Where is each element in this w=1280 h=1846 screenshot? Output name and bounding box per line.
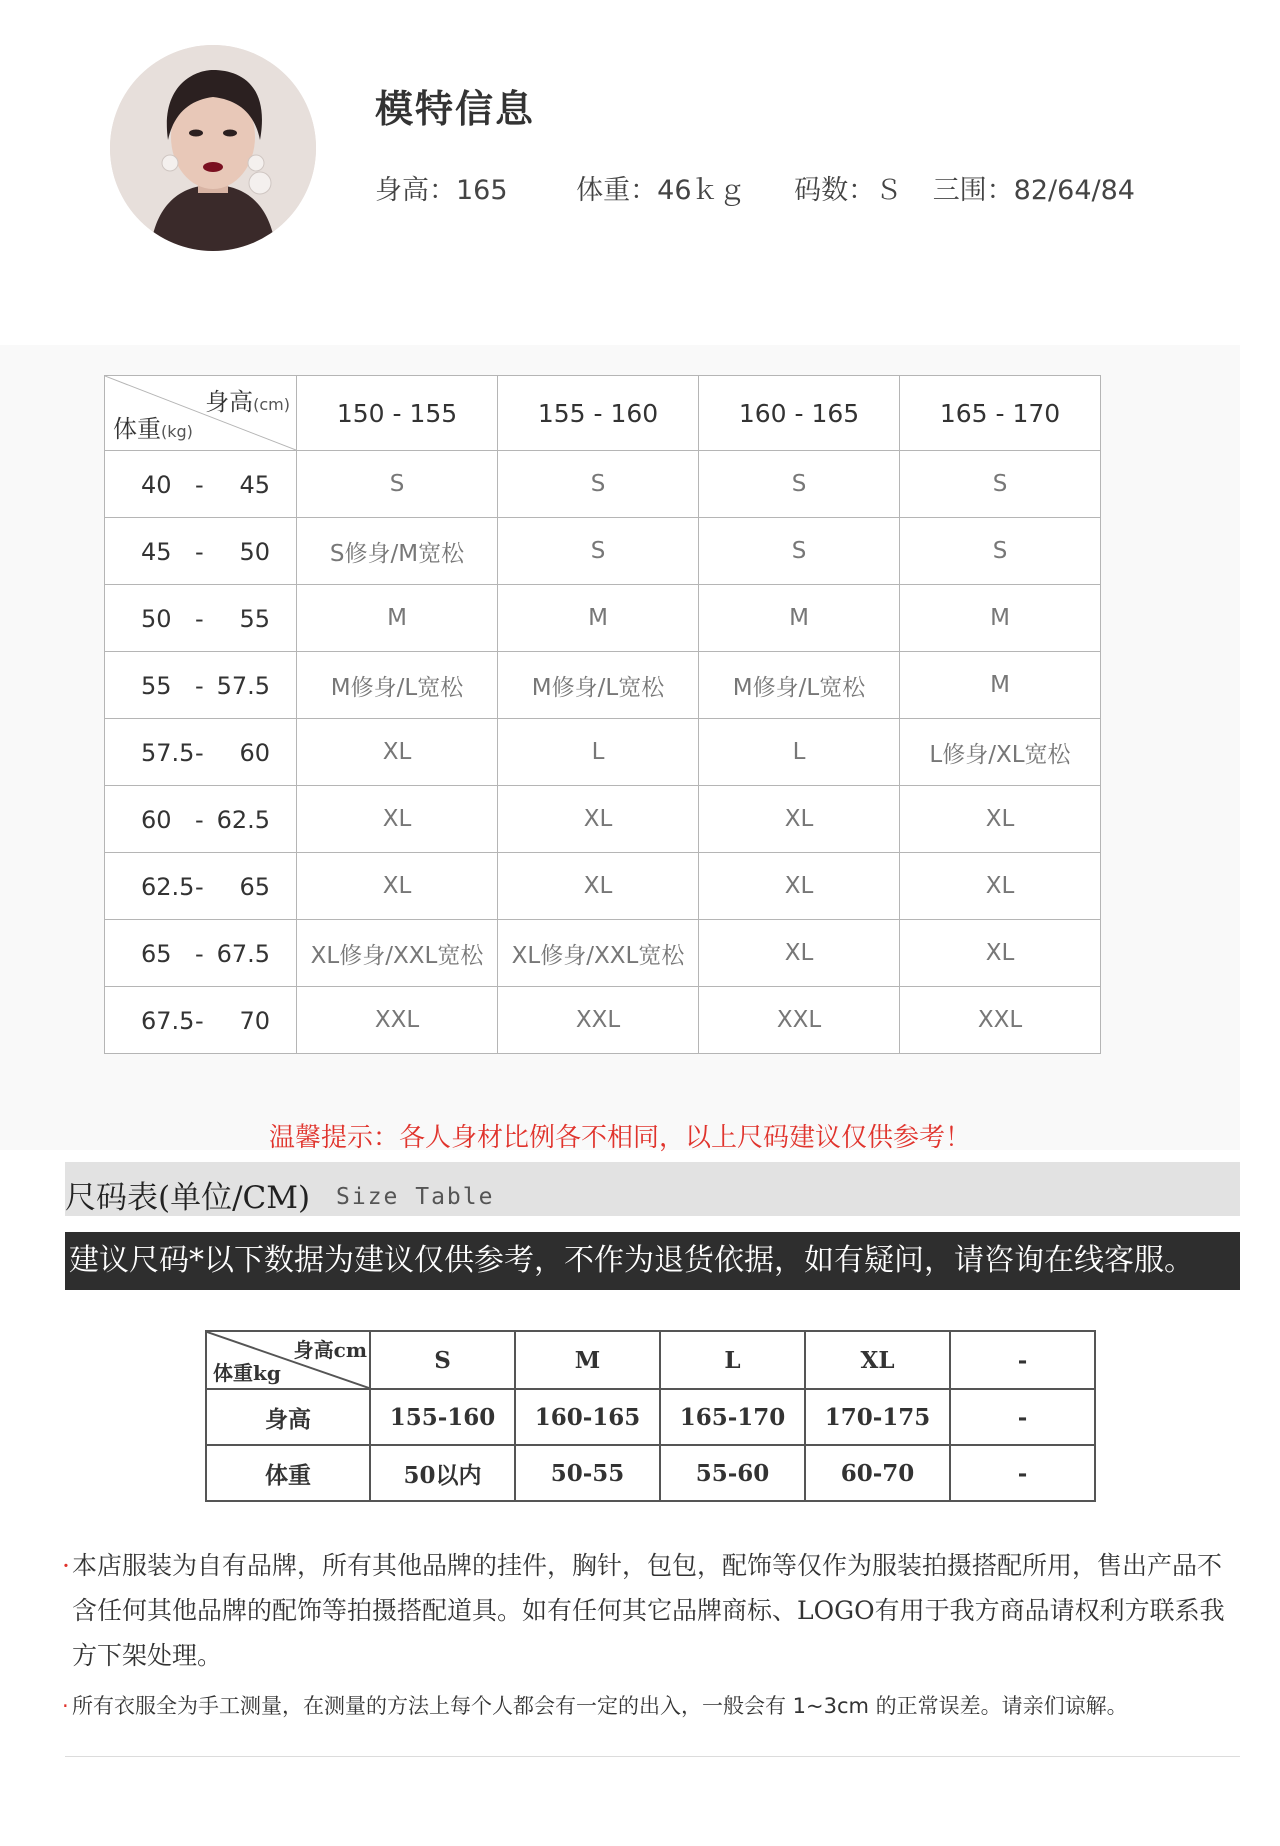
corner-height-label: 身高(cm) [205, 388, 290, 416]
size-column-header: XL [805, 1331, 950, 1389]
size-column-header: L [660, 1331, 805, 1389]
table-row [105, 719, 1101, 786]
model-size: 码数：Ｓ [794, 175, 903, 206]
size-cell: XL [498, 786, 699, 853]
weight-range-cell: 62.5 - 65 [105, 853, 297, 920]
table-row [105, 451, 1101, 518]
height-range-header: 155 - 160 [498, 376, 699, 451]
size-cell: XL修身/XXL宽松 [297, 920, 498, 987]
size-cell: XXL [297, 987, 498, 1054]
size-cell: XL [699, 853, 900, 920]
size-cell: S [498, 518, 699, 585]
weight-range-cell: 55 - 57.5 [105, 652, 297, 719]
size-cell: M [699, 585, 900, 652]
table-cell: 55-60 [660, 1445, 805, 1501]
table-row [105, 518, 1101, 585]
measurement-note [62, 1684, 1237, 1729]
model-portrait [110, 45, 316, 251]
weight-range-cell: 57.5 - 60 [105, 719, 297, 786]
size-cell: S [900, 451, 1101, 518]
weight-range-cell: 50 - 55 [105, 585, 297, 652]
size-cell: XXL [900, 987, 1101, 1054]
model-avatar [110, 45, 316, 251]
size-cell: XXL [699, 987, 900, 1054]
table-row [105, 786, 1101, 853]
table-cell: 155-160 [370, 1389, 515, 1445]
size-recommendation-table [104, 375, 1101, 1054]
model-weight: 体重：46ｋｇ [576, 175, 746, 206]
size-cell: XL [297, 853, 498, 920]
warm-tip: 温馨提示：各人身材比例各不相同，以上尺码建议仅供参考！ [268, 1123, 971, 1153]
table-cell: - [950, 1389, 1095, 1445]
model-measurements: 三围：82/64/84 [932, 175, 1135, 206]
table-row [206, 1389, 1095, 1445]
size-table-subtitle: Size Table [336, 1184, 495, 1210]
table-corner-cell [105, 376, 297, 451]
size-table [205, 1330, 1096, 1502]
table-cell: 50-55 [515, 1445, 660, 1501]
size-cell: M修身/L宽松 [297, 652, 498, 719]
size-column-header: M [515, 1331, 660, 1389]
corner-weight-label: 体重(kg) [113, 415, 193, 443]
weight-range-cell: 67.5 - 70 [105, 987, 297, 1054]
row-label: 体重 [206, 1445, 370, 1501]
size-cell: XL [900, 786, 1101, 853]
note-bullet: · [62, 1551, 70, 1580]
size-cell: S [900, 518, 1101, 585]
size-cell: S [699, 451, 900, 518]
height-range-header: 165 - 170 [900, 376, 1101, 451]
brand-disclaimer-note [62, 1543, 1237, 1678]
size-cell: XL [900, 920, 1101, 987]
size-cell: XL [699, 920, 900, 987]
note-text: 本店服装为自有品牌，所有其他品牌的挂件，胸针，包包，配饰等仅作为服装拍摄搭配所用，售出产品不含任何其他品牌的配饰等拍摄搭配道具。如有任何其它品牌商标、LOGO有用于我方商品请权利方联系我方下架处理。 [72, 1551, 1225, 1670]
size-notice-bar [65, 1232, 1240, 1290]
table-row [206, 1445, 1095, 1501]
size-cell: XL [900, 853, 1101, 920]
table-cell: 165-170 [660, 1389, 805, 1445]
model-info-title: 模特信息 [375, 87, 536, 131]
table-row [105, 585, 1101, 652]
size-cell: XL [498, 853, 699, 920]
size-cell: L [498, 719, 699, 786]
size-cell: M修身/L宽松 [699, 652, 900, 719]
note-text: 所有衣服全为手工测量，在测量的方法上每个人都会有一定的出入，一般会有 1~3cm 的正常误差。请亲们谅解。 [72, 1694, 1128, 1718]
corner-weight-label: 体重kg [213, 1361, 281, 1385]
table-cell: 160-165 [515, 1389, 660, 1445]
weight-range-cell: 40 - 45 [105, 451, 297, 518]
size-table-title: 尺码表(单位/CM) [65, 1180, 311, 1216]
size-cell: S修身/M宽松 [297, 518, 498, 585]
table-header-row [105, 376, 1101, 451]
height-range-header: 160 - 165 [699, 376, 900, 451]
size-cell: M [498, 585, 699, 652]
size-cell: S [297, 451, 498, 518]
table-cell: 60-70 [805, 1445, 950, 1501]
size-cell: XL [297, 786, 498, 853]
weight-range-cell: 60 - 62.5 [105, 786, 297, 853]
size-cell: L修身/XL宽松 [900, 719, 1101, 786]
table-row [105, 920, 1101, 987]
note-bullet: · [62, 1694, 69, 1718]
table-cell: 170-175 [805, 1389, 950, 1445]
size-column-header: S [370, 1331, 515, 1389]
size-cell: M [900, 585, 1101, 652]
model-stats [375, 168, 1135, 207]
table-row [105, 987, 1101, 1054]
size-cell: S [699, 518, 900, 585]
table-corner-cell [206, 1331, 370, 1389]
size-cell: XL [699, 786, 900, 853]
size-cell: XL修身/XXL宽松 [498, 920, 699, 987]
size-cell: M修身/L宽松 [498, 652, 699, 719]
table-cell: 50以内 [370, 1445, 515, 1501]
bottom-divider [65, 1756, 1240, 1757]
size-notice-text: 建议尺码*以下数据为建议仅供参考，不作为退货依据，如有疑问，请咨询在线客服。 [69, 1243, 1194, 1278]
size-cell: M [297, 585, 498, 652]
size-cell: XXL [498, 987, 699, 1054]
height-range-header: 150 - 155 [297, 376, 498, 451]
weight-range-cell: 65 - 67.5 [105, 920, 297, 987]
corner-height-label: 身高cm [293, 1338, 367, 1362]
table-header-row [206, 1331, 1095, 1389]
size-cell: XL [297, 719, 498, 786]
table-row [105, 853, 1101, 920]
size-cell: L [699, 719, 900, 786]
size-cell: M [900, 652, 1101, 719]
row-label: 身高 [206, 1389, 370, 1445]
size-cell: S [498, 451, 699, 518]
weight-range-cell: 45 - 50 [105, 518, 297, 585]
table-cell: - [950, 1445, 1095, 1501]
table-row [105, 652, 1101, 719]
model-height: 身高：165 [375, 175, 508, 206]
size-column-header: - [950, 1331, 1095, 1389]
